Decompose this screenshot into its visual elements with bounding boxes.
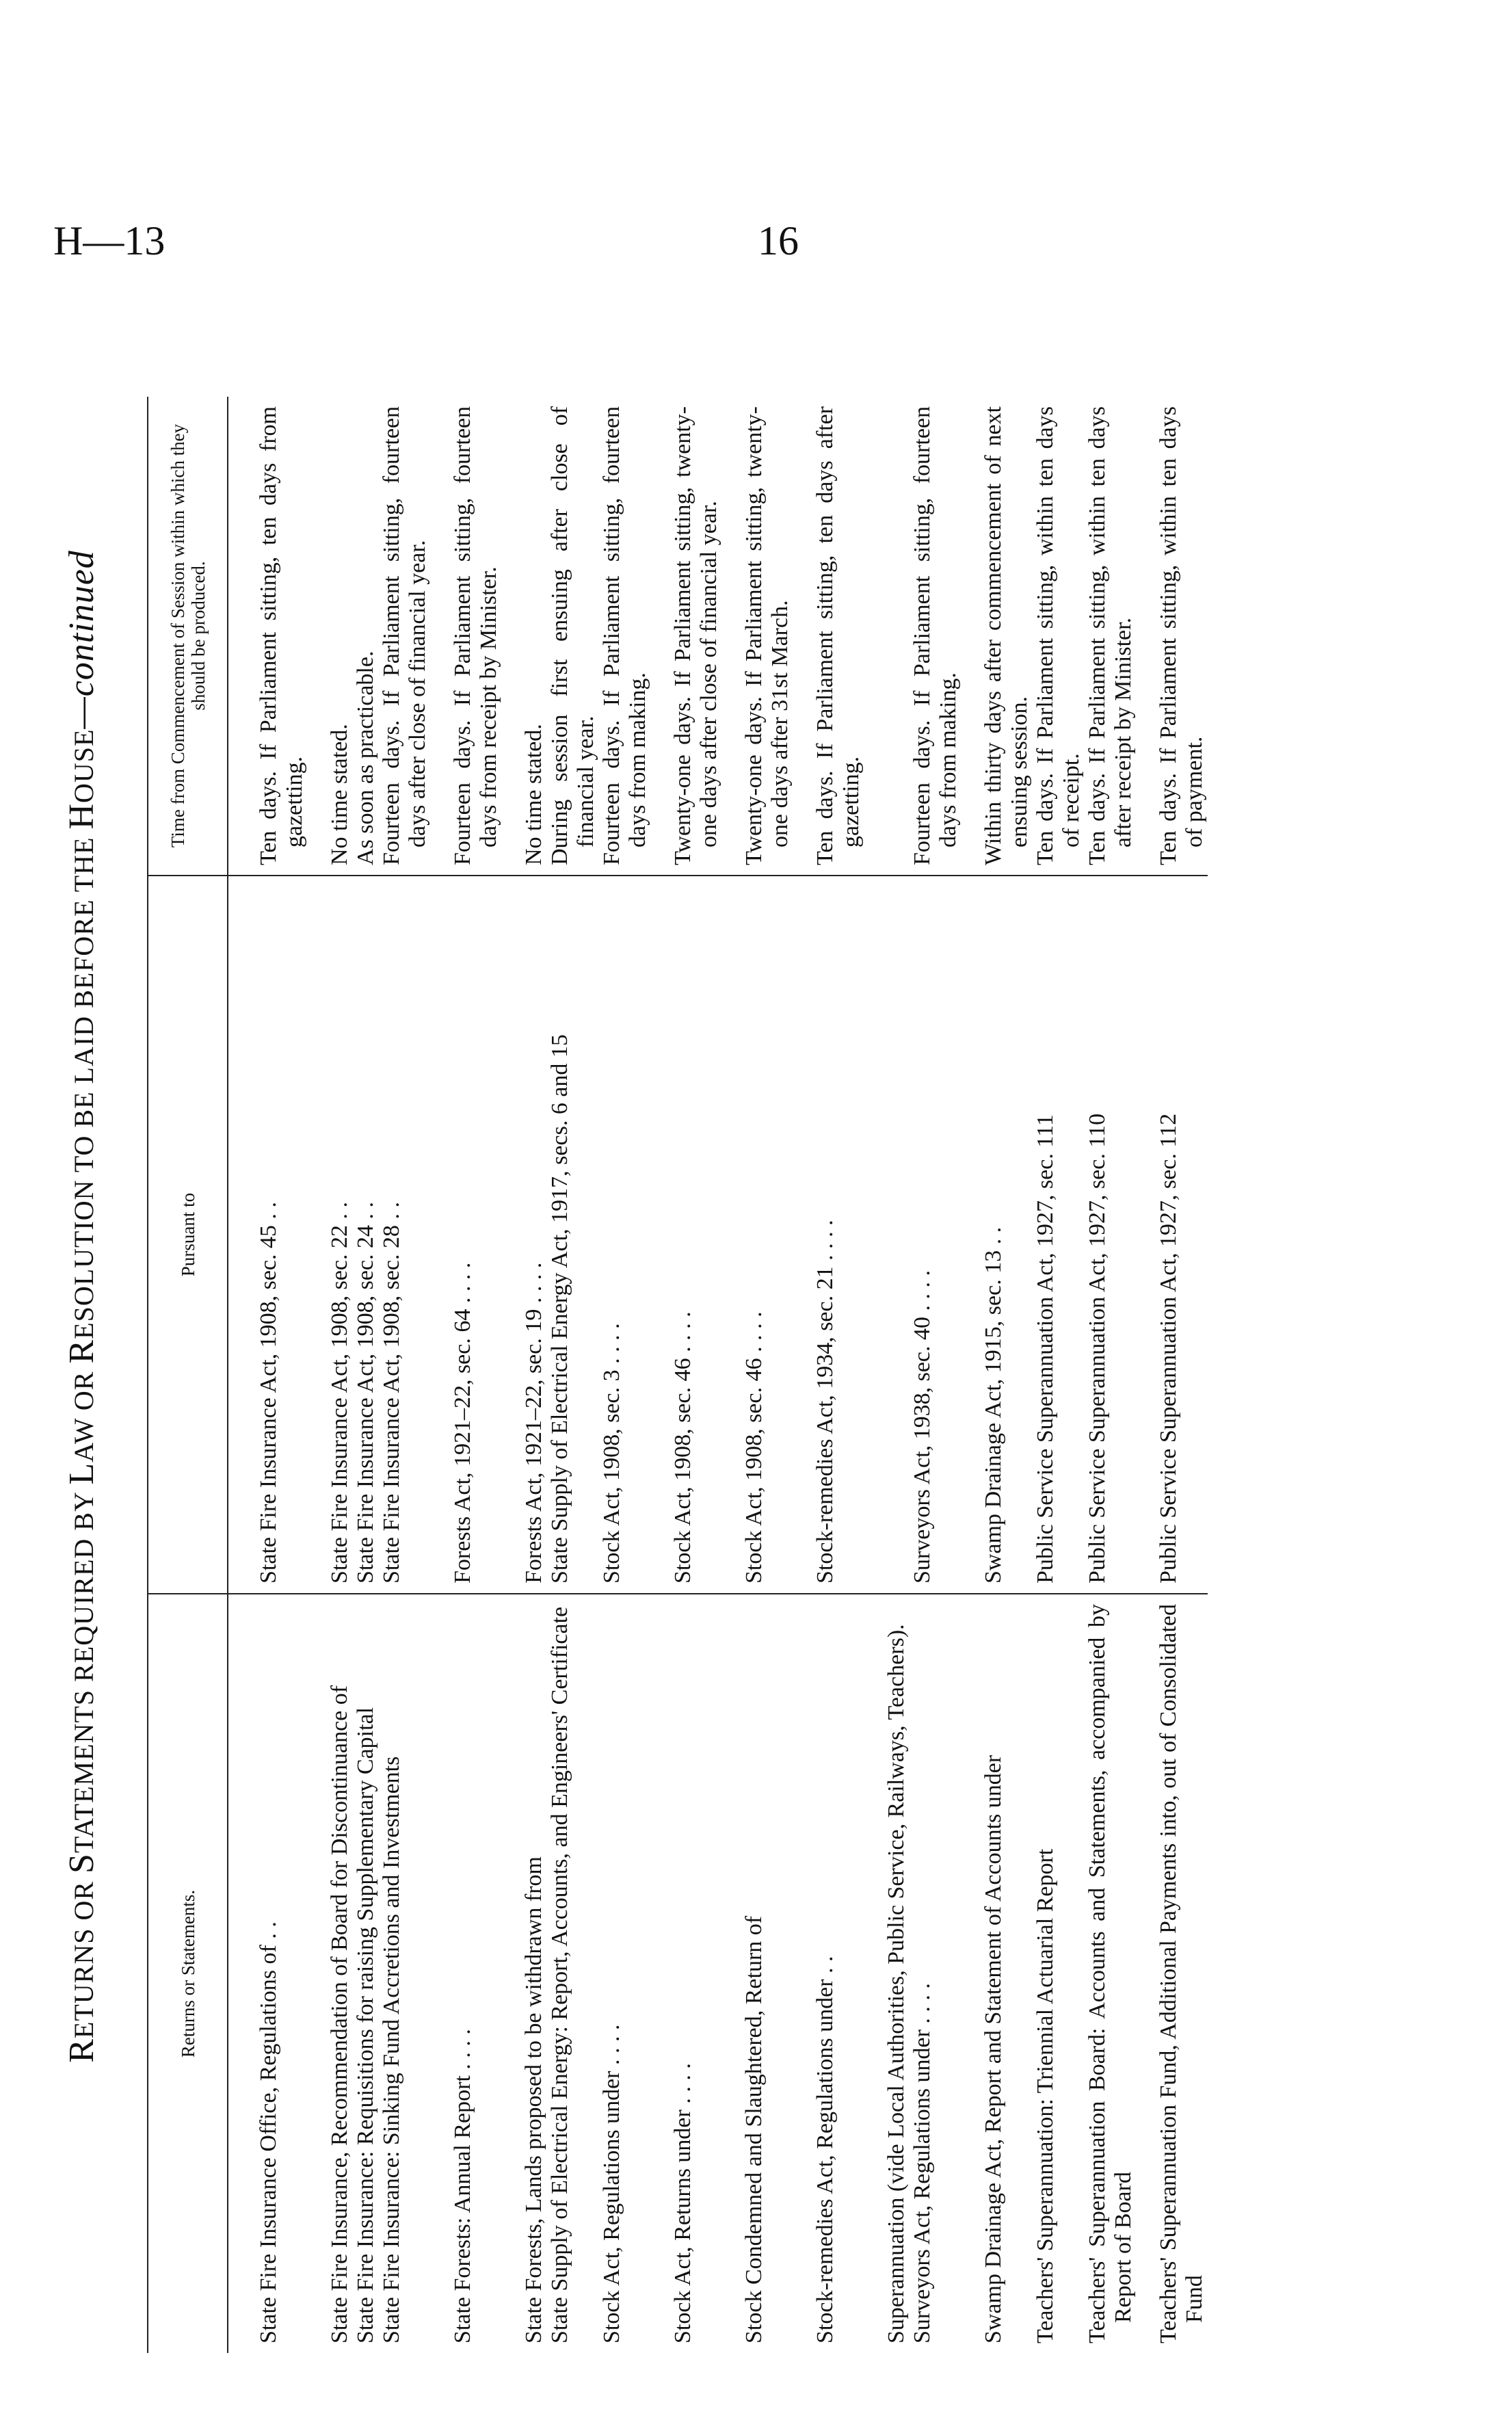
table-row	[353, 397, 379, 2353]
time-cell: No time stated.	[502, 397, 547, 876]
time-cell: During session first ensuing after close of financial year.	[547, 397, 599, 876]
table-header	[148, 397, 228, 2353]
rotated-page-content	[62, 239, 1416, 2374]
table-row	[379, 397, 431, 2353]
returns-cell: State Fire Insurance: Sinking Fund Accretions and Investments	[379, 1756, 404, 2343]
returns-cell: Surveyors Act, Regulations under . . . .	[910, 1983, 935, 2343]
pursuant-cell: Forests Act, 1921–22, sec. 64 . . . .	[431, 876, 502, 1594]
time-cell: Ten days. If Parliament sitting, within ten days after receipt by Minister.	[1085, 397, 1137, 876]
returns-cell: Stock Condemned and Slaughtered, Return of	[741, 1915, 767, 2343]
pursuant-cell: Stock Act, 1908, sec. 46 . . . .	[651, 876, 722, 1594]
table-row	[547, 397, 599, 2353]
time-cell: No time stated.	[308, 397, 353, 876]
table-row	[599, 397, 651, 2353]
time-cell	[864, 397, 910, 876]
time-cell: Twenty-one days. If Parliament sitting, twenty-one days after close of financial year.	[651, 397, 722, 876]
table-row	[910, 397, 961, 2353]
page-title: RETURNS OR STATEMENTS REQUIRED BY LAW OR RESOLUTION TO BE LAID BEFORE THE HOUSE—continued	[62, 550, 101, 2063]
time-cell: Fourteen days. If Parliament sitting, fourteen days from making.	[599, 397, 651, 876]
document-code: H—13	[53, 218, 165, 263]
pursuant-cell: Forests Act, 1921–22, sec. 19 . . . .	[502, 876, 547, 1594]
pursuant-cell: Swamp Drainage Act, 1915, sec. 13 . .	[961, 876, 1033, 1594]
page-number: 16	[758, 218, 799, 263]
pursuant-cell: Public Service Superannuation Act, 1927, sec. 112	[1137, 876, 1208, 1594]
pursuant-cell: Stock-remedies Act, 1934, sec. 21 . . . .	[793, 876, 864, 1594]
pursuant-cell: State Supply of Electrical Energy Act, 1917, secs. 6 and 15	[547, 876, 599, 1594]
table-row	[308, 397, 353, 2353]
returns-cell: Teachers' Superannuation: Triennial Actuarial Report	[1033, 1848, 1058, 2343]
returns-cell: Swamp Drainage Act, Report and Statement of Accounts under	[981, 1755, 1006, 2343]
table-row	[961, 397, 1033, 2353]
returns-cell: Teachers' Superannuation Board: Accounts and Statements, accompanied by Report of Board	[1085, 1604, 1136, 2343]
time-cell: Fourteen days. If Parliament sitting, fourteen days from making.	[910, 397, 961, 876]
pursuant-cell: State Fire Insurance Act, 1908, sec. 45 . .	[228, 876, 308, 1594]
pursuant-cell: Stock Act, 1908, sec. 46 . . . .	[722, 876, 793, 1594]
pursuant-cell: Public Service Superannuation Act, 1927, sec. 110	[1085, 876, 1137, 1594]
time-cell: Fourteen days. If Parliament sitting, fourteen days from receipt by Minister.	[431, 397, 502, 876]
time-cell: Within thirty days after commencement of next ensuing session.	[961, 397, 1033, 876]
time-cell: Ten days. If Parliament sitting, within ten days of payment.	[1137, 397, 1208, 876]
column-header-pursuant: Pursuant to	[148, 876, 228, 1594]
time-cell: Ten days. If Parliament sitting, ten days from gazetting.	[228, 397, 308, 876]
table-row	[1033, 397, 1085, 2353]
pursuant-cell: Public Service Superannuation Act, 1927, sec. 111	[1033, 876, 1085, 1594]
pursuant-cell	[864, 876, 910, 1594]
returns-cell: State Fire Insurance Office, Regulations of . .	[256, 1921, 281, 2343]
table-row	[1085, 397, 1137, 2353]
table-row	[793, 397, 864, 2353]
column-header-returns: Returns or Statements.	[148, 1594, 228, 2353]
time-cell: Ten days. If Parliament sitting, within ten days of receipt.	[1033, 397, 1085, 876]
table-row	[1137, 397, 1208, 2353]
returns-cell: State Forests, Lands proposed to be withdrawn from	[521, 1856, 546, 2343]
time-cell: Twenty-one days. If Parliament sitting, twenty-one days after 31st March.	[722, 397, 793, 876]
time-cell: As soon as practicable.	[353, 397, 379, 876]
returns-cell: State Forests: Annual Report . . . .	[450, 2029, 475, 2343]
table-row	[431, 397, 502, 2353]
table-row	[722, 397, 793, 2353]
table-row	[864, 397, 910, 2353]
pursuant-cell: State Fire Insurance Act, 1908, sec. 28 . .	[379, 876, 431, 1594]
column-header-time: Time from Commencement of Session within which they should be produced.	[148, 397, 228, 876]
pursuant-cell: Surveyors Act, 1938, sec. 40 . . . .	[910, 876, 961, 1594]
returns-cell: State Fire Insurance, Recommendation of Board for Discontinuance of	[327, 1685, 352, 2343]
returns-cell: Superannuation (vide Local Authorities, Public Service, Railways, Teachers).	[884, 1624, 909, 2343]
returns-cell: Stock Act, Regulations under . . . .	[599, 2024, 624, 2343]
table-row	[502, 397, 547, 2353]
returns-cell: Stock-remedies Act, Regulations under . .	[812, 1956, 838, 2343]
returns-cell: Stock Act, Returns under . . . .	[670, 2063, 695, 2343]
returns-cell: Teachers' Superannuation Fund, Additional Payments into, out of Consolidated Fund	[1156, 1604, 1207, 2343]
returns-table	[147, 397, 1208, 2353]
time-cell: Ten days. If Parliament sitting, ten days after gazetting.	[793, 397, 864, 876]
returns-cell: State Fire Insurance: Requisitions for raising Supplementary Capital	[353, 1707, 378, 2343]
pursuant-cell: State Fire Insurance Act, 1908, sec. 24 . .	[353, 876, 379, 1594]
returns-cell: State Supply of Electrical Energy: Report, Accounts, and Engineers' Certificate	[547, 1606, 572, 2343]
pursuant-cell: Stock Act, 1908, sec. 3 . . . .	[599, 876, 651, 1594]
time-cell: Fourteen days. If Parliament sitting, fourteen days after close of financial year.	[379, 397, 431, 876]
table-row	[651, 397, 722, 2353]
pursuant-cell: State Fire Insurance Act, 1908, sec. 22 . .	[308, 876, 353, 1594]
table-row	[228, 397, 308, 2353]
